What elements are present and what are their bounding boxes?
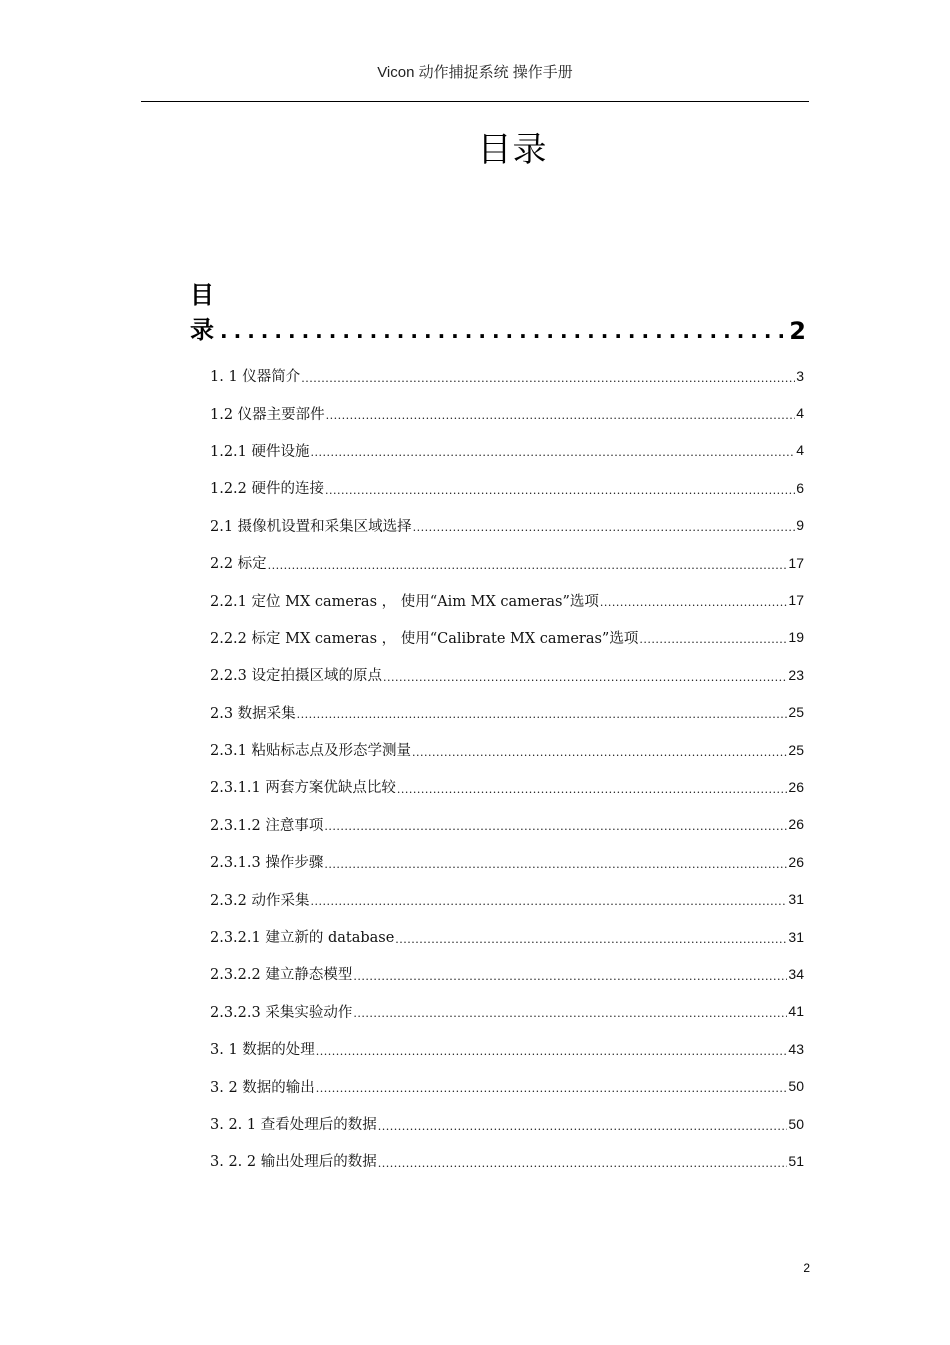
toc-entry-page: 4 bbox=[796, 442, 804, 459]
toc-leader-dots bbox=[395, 928, 787, 946]
toc-entry-page: 51 bbox=[788, 1152, 804, 1169]
toc-entry-page: 17 bbox=[788, 592, 804, 609]
running-header: Vicon 动作捕捉系统 操作手册 bbox=[377, 64, 573, 81]
toc-entry[interactable] bbox=[210, 918, 804, 955]
toc-entry[interactable] bbox=[210, 1067, 804, 1104]
table-of-contents bbox=[210, 357, 804, 1180]
toc-leader-dots bbox=[412, 741, 787, 759]
toc-leader-dots bbox=[639, 628, 787, 646]
toc-heading-page: 2 bbox=[789, 317, 806, 345]
toc-entry-page: 19 bbox=[788, 629, 804, 646]
toc-entry[interactable] bbox=[210, 768, 804, 805]
toc-leader-dots bbox=[311, 441, 796, 459]
toc-entry-label: 2.1 摄像机设置和采集区域选择 bbox=[210, 518, 412, 535]
toc-leader-dots bbox=[383, 666, 787, 684]
page-title: 目录 bbox=[477, 130, 548, 170]
toc-entry-label: 2.3.2.3 采集实验动作 bbox=[210, 1004, 353, 1021]
toc-leader-dots bbox=[324, 853, 787, 871]
toc-entry-label: 1.2.1 硬件设施 bbox=[210, 443, 310, 460]
toc-entry-page: 23 bbox=[788, 666, 804, 683]
toc-entry[interactable] bbox=[210, 955, 804, 992]
toc-heading-label: 目录 bbox=[190, 281, 214, 344]
toc-leader-dots bbox=[311, 890, 788, 908]
toc-entry-page: 41 bbox=[788, 1003, 804, 1020]
toc-entry[interactable] bbox=[210, 843, 804, 880]
toc-leader-dots bbox=[297, 703, 788, 721]
toc-entry[interactable] bbox=[210, 806, 804, 843]
toc-leader-dots bbox=[268, 554, 788, 572]
toc-entry[interactable] bbox=[210, 394, 804, 431]
toc-entry-label: 3. 1 数据的处理 bbox=[210, 1042, 315, 1059]
toc-entry[interactable] bbox=[210, 731, 804, 768]
toc-leader-dots bbox=[378, 1115, 788, 1133]
toc-entry[interactable] bbox=[210, 1030, 804, 1067]
toc-entry-label: 1. 1 仪器简介 bbox=[210, 369, 301, 386]
toc-entry-page: 26 bbox=[788, 816, 804, 833]
page-number: 2 bbox=[803, 1261, 810, 1275]
toc-entry-label: 2.3.2.1 建立新的 database bbox=[210, 930, 395, 947]
toc-leader-dots bbox=[316, 1040, 788, 1058]
toc-entry-page: 31 bbox=[788, 891, 804, 908]
toc-entry[interactable] bbox=[210, 1142, 804, 1179]
header-divider bbox=[141, 101, 809, 102]
toc-entry[interactable] bbox=[210, 507, 804, 544]
toc-entry-label: 2.2.3 设定拍摄区域的原点 bbox=[210, 668, 383, 685]
toc-leader-dots bbox=[353, 1002, 787, 1020]
toc-entry-page: 34 bbox=[788, 965, 804, 982]
toc-entry[interactable] bbox=[210, 880, 804, 917]
toc-leader-dots bbox=[600, 591, 788, 609]
toc-entry-page: 17 bbox=[788, 554, 804, 571]
toc-leader-dots bbox=[397, 778, 788, 796]
toc-entry-page: 3 bbox=[796, 367, 804, 384]
toc-entry-label: 3. 2 数据的输出 bbox=[210, 1079, 315, 1096]
toc-leader-dots bbox=[378, 1152, 788, 1170]
toc-entry[interactable] bbox=[210, 357, 804, 394]
toc-entry-label: 2.3.1.1 两套方案优缺点比较 bbox=[210, 780, 396, 797]
toc-entry[interactable] bbox=[210, 581, 804, 618]
toc-entry[interactable] bbox=[210, 544, 804, 581]
toc-leader-dots bbox=[316, 1077, 788, 1095]
toc-entry-label: 2.2.2 标定 MX cameras ， 使用“Calibrate MX cameras”选项 bbox=[210, 630, 639, 647]
toc-entry[interactable] bbox=[210, 432, 804, 469]
toc-entry-page: 43 bbox=[788, 1040, 804, 1057]
toc-entry[interactable] bbox=[210, 694, 804, 731]
toc-entry-label: 2.3.2.2 建立静态模型 bbox=[210, 967, 353, 984]
toc-entry-page: 9 bbox=[796, 517, 804, 534]
toc-entry-page: 25 bbox=[788, 704, 804, 721]
toc-entry-label: 2.3.1 粘贴标志点及形态学测量 bbox=[210, 743, 412, 760]
toc-leader-dots bbox=[301, 367, 795, 385]
toc-entry-label: 2.2 标定 bbox=[210, 556, 267, 573]
toc-entry-label: 3. 2. 1 查看处理后的数据 bbox=[210, 1117, 377, 1133]
toc-entry[interactable] bbox=[210, 656, 804, 693]
toc-entry-page: 25 bbox=[788, 741, 804, 758]
toc-entry-label: 3. 2. 2 输出处理后的数据 bbox=[210, 1154, 377, 1171]
toc-entry[interactable] bbox=[210, 619, 804, 656]
toc-entry-page: 4 bbox=[796, 405, 804, 422]
toc-leader-dots bbox=[326, 404, 796, 422]
toc-leader-dots bbox=[413, 516, 796, 534]
toc-entry-label: 2.3.1.2 注意事项 bbox=[210, 817, 324, 834]
toc-entry-page: 26 bbox=[788, 778, 804, 795]
toc-entry[interactable] bbox=[210, 469, 804, 506]
toc-entry[interactable] bbox=[210, 993, 804, 1030]
toc-leader-dots bbox=[325, 479, 795, 497]
toc-entry-page: 50 bbox=[788, 1115, 804, 1132]
toc-entry-label: 1.2.2 硬件的连接 bbox=[210, 481, 325, 498]
toc-leader-dots bbox=[353, 965, 787, 983]
toc-entry[interactable] bbox=[210, 1105, 804, 1142]
toc-heading-entry[interactable] bbox=[190, 281, 806, 345]
toc-leader-dots bbox=[324, 815, 787, 833]
toc-entry-page: 6 bbox=[796, 479, 804, 496]
toc-entry-label: 2.3 数据采集 bbox=[210, 705, 296, 722]
toc-entry-label: 2.3.2 动作采集 bbox=[210, 892, 310, 909]
toc-entry-label: 1.2 仪器主要部件 bbox=[210, 406, 325, 423]
toc-entry-label: 2.2.1 定位 MX cameras ， 使用“Aim MX cameras”选项 bbox=[210, 593, 599, 610]
toc-entry-page: 50 bbox=[788, 1078, 804, 1095]
toc-entry-label: 2.3.1.3 操作步骤 bbox=[210, 855, 324, 872]
toc-entry-page: 26 bbox=[788, 853, 804, 870]
toc-entry-page: 31 bbox=[788, 928, 804, 945]
toc-leader-dots bbox=[220, 317, 783, 345]
